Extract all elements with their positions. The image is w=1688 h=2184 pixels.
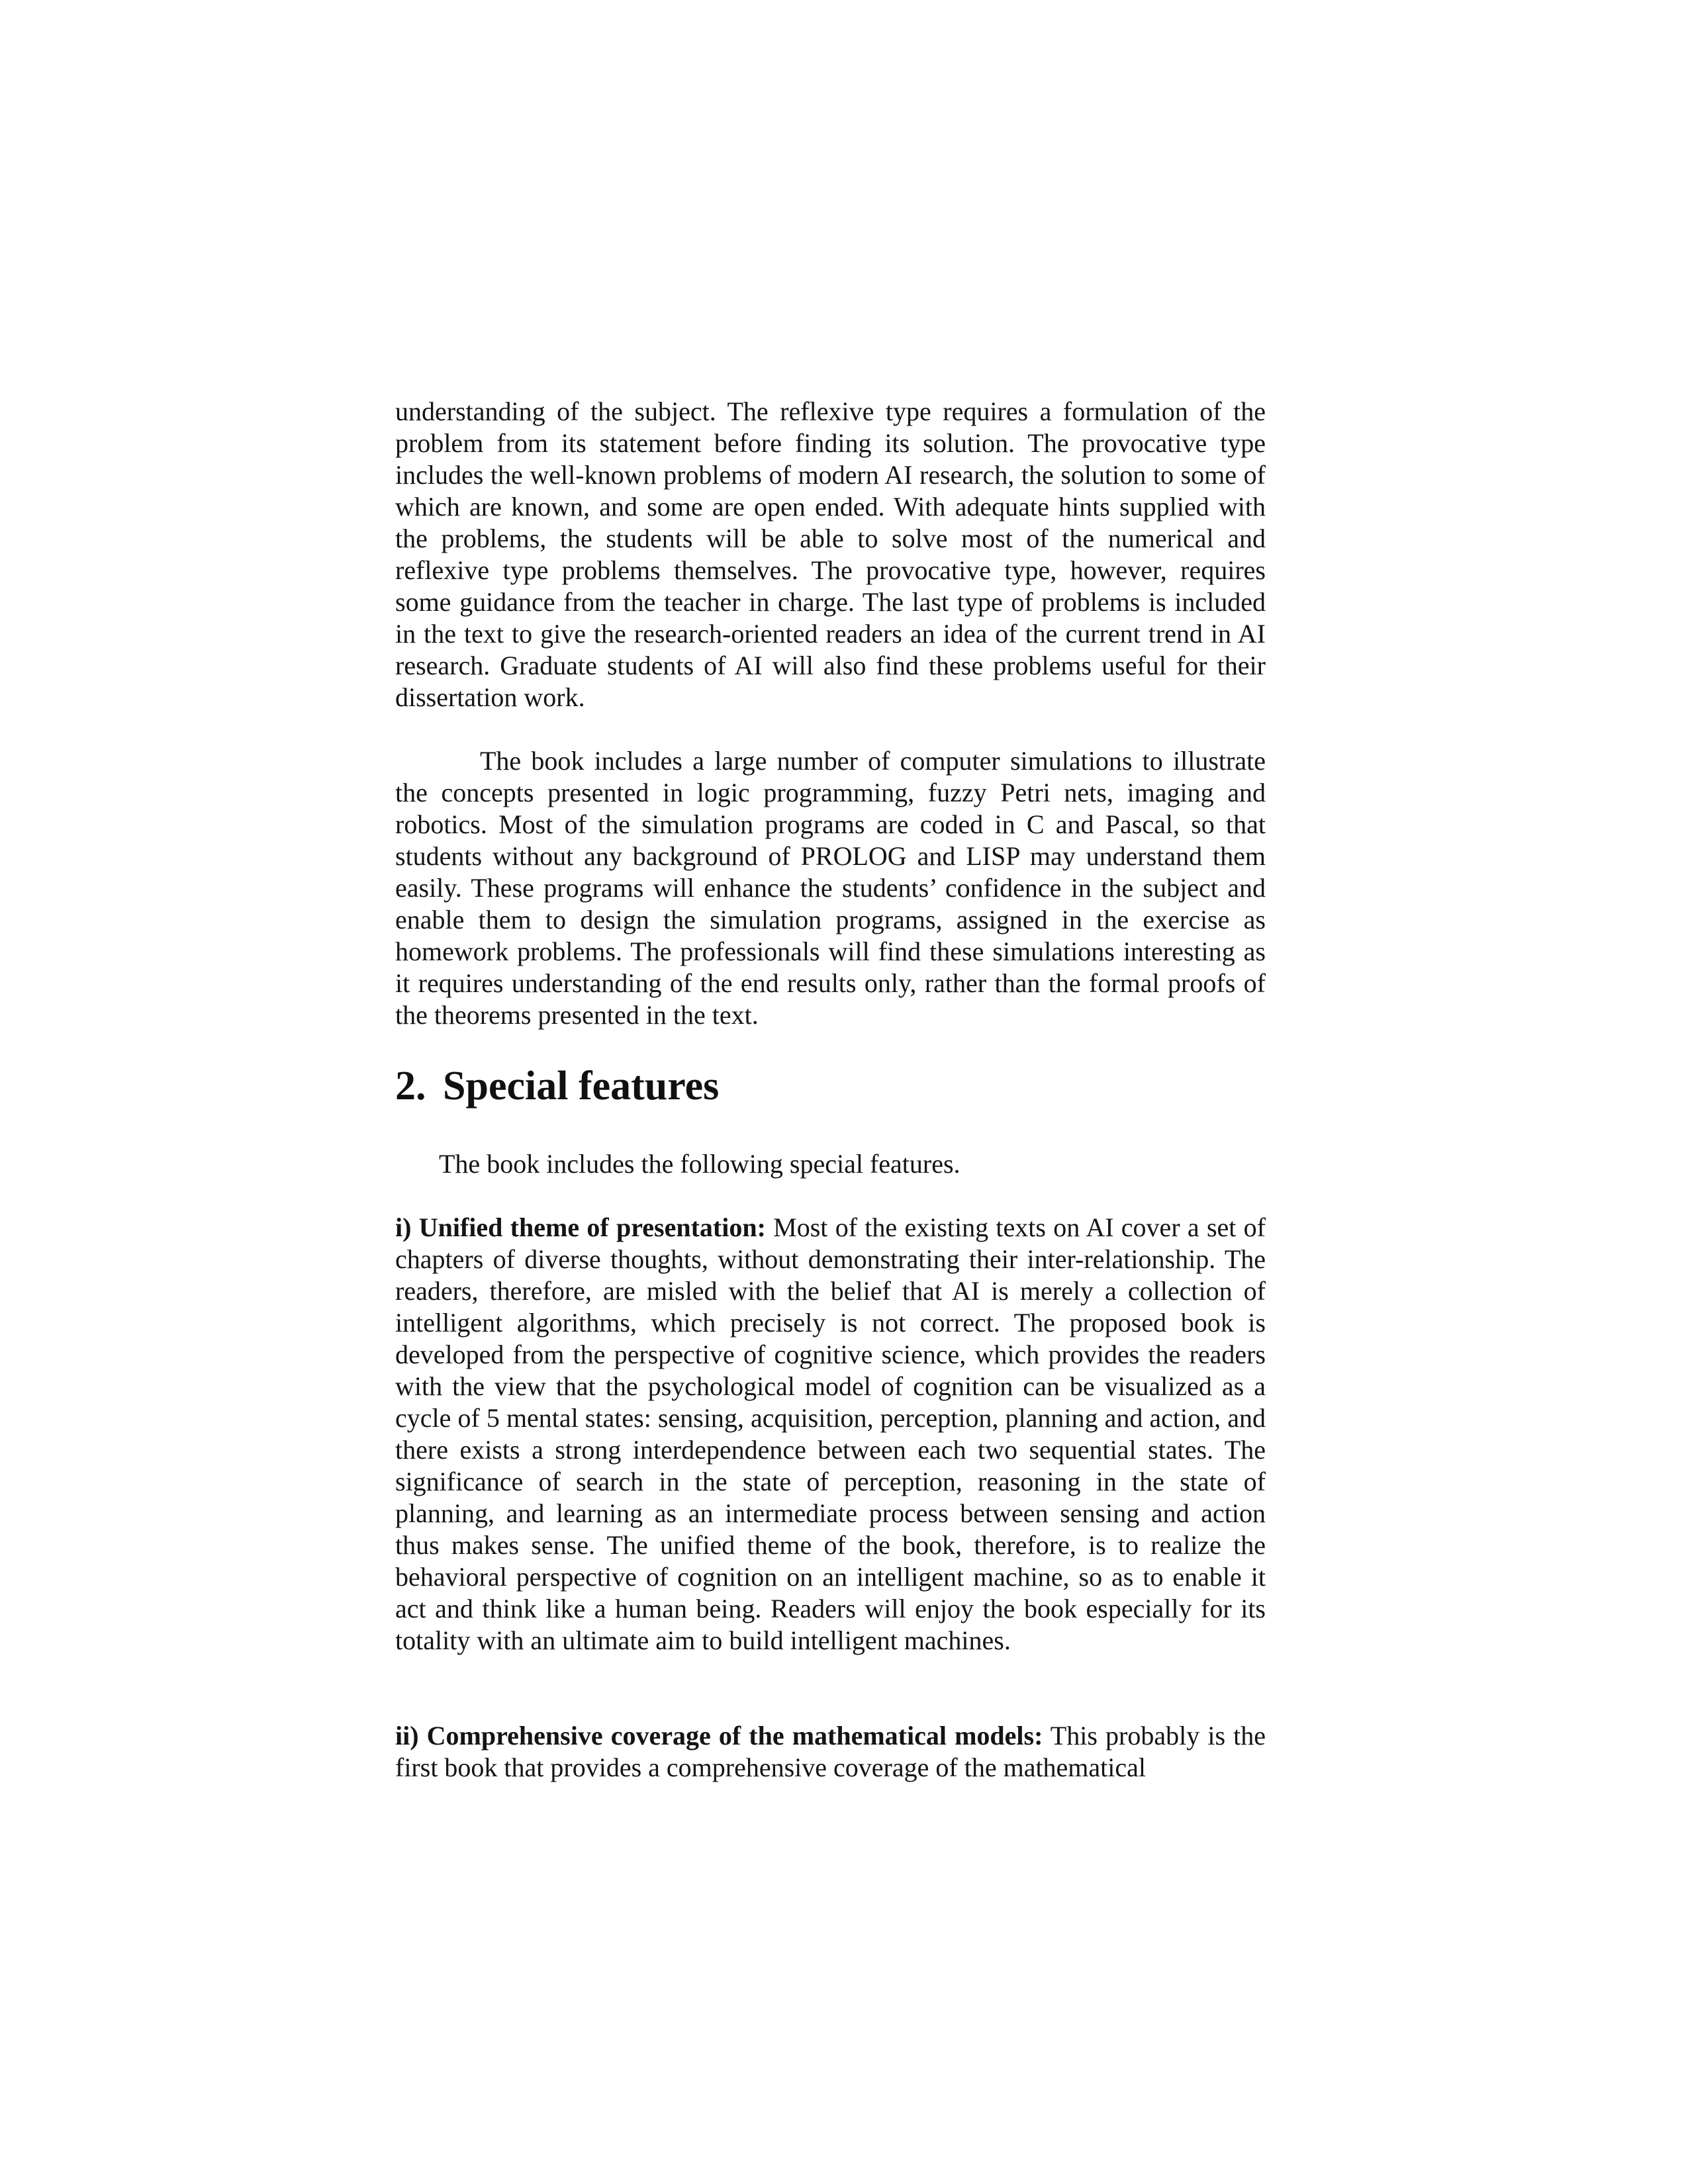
paragraph-simulations: The book includes a large number of computer simulations to illustrate the concepts presented in logic programming, fuzzy Petri nets, imaging and robotics. Most of the simulation programs are coded in C and Pascal, so that students without any background of PROLOG and LISP may understand them easily. These programs will enhance the students’ confidence in the subject and enable them to design the simulation programs, assigned in the exercise as homework problems. The professionals will find these simulations interesting as it requires understanding of the end results only, rather than the formal proofs of the theorems presented in the text. — [395, 746, 1266, 1030]
page-body — [395, 396, 1266, 1784]
section-heading — [395, 1060, 1266, 1113]
feature-item-unified-theme — [395, 1212, 1266, 1657]
paragraph-problem-types: understanding of the subject. The reflexive type requires a formulation of the problem from its statement before finding its solution. The provocative type includes the well-known problems of modern AI research, the solution to some of which are known, and some are open ended. With adequate hints supplied with the problems, the students will be able to solve most of the numerical and reflexive type problems themselves. The provocative type, however, requires some guidance from the teacher in charge. The last type of problems is included in the text to give the research-oriented readers an idea of the current trend in AI research. Graduate students of AI will also find these problems useful for their dissertation work. — [395, 396, 1266, 712]
section-intro: The book includes the following special features. — [439, 1149, 961, 1179]
feature-term: ii) Comprehensive coverage of the mathematical models: — [395, 1721, 1043, 1751]
feature-text: This probably is the first book that provides a comprehensive coverage of the mathematical — [395, 1721, 1266, 1782]
section-number: 2. — [395, 1064, 426, 1109]
feature-text: Most of the existing texts on AI cover a set of chapters of diverse thoughts, without demonstrating their inter-relationship. The readers, therefore, are misled with the belief that AI is merely a collection of intelligent algorithms, which precisely is not correct. The proposed book is developed from the perspective of cognitive science, which provides the readers with the view that the psychological model of cognition can be visualized as a cycle of 5 mental states: sensing, acquisition, perception, planning and action, and there exists a strong interdependence between each two sequential states. The significance of search in the state of perception, reasoning in the state of planning, and learning as an intermediate process between sensing and action thus makes sense. The unified theme of the book, therefore, is to realize the behavioral perspective of cognition on an intelligent machine, so as to enable it act and think like a human being. Readers will enjoy the book especially for its totality with an ultimate aim to build intelligent machines. — [395, 1212, 1266, 1655]
feature-term: i) Unified theme of presentation: — [395, 1212, 766, 1242]
section-title: Special features — [443, 1064, 720, 1109]
feature-item-mathematical-models — [395, 1720, 1266, 1784]
